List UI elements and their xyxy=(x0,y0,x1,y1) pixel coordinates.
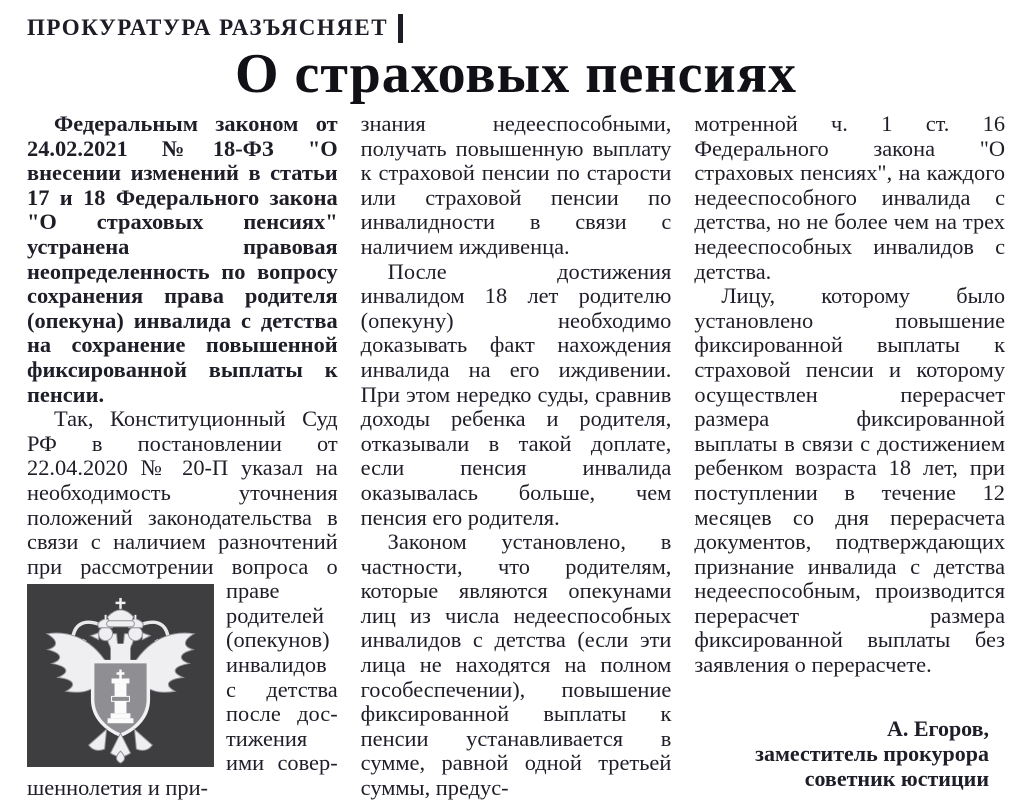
column-3 xyxy=(694,112,1005,801)
kicker-divider-bar xyxy=(398,14,403,43)
paragraph-law: Законом установлено, в частности, что родителям, которые являются опекунами лиц из числа недееспособных инвалидов с детства (если эти лица не находятся на полном гособеспечении), повышение фиксированной выплаты к пенсии устанавливается в сумме, равной одной третьей суммы, предус- xyxy=(360,529,672,801)
paragraph-continuation: знания недееспособными, получать повышенную выплату к страховой пенсии по старости или страховой пенсии по инвалидности в связи с наличием иждивенца. xyxy=(360,111,672,259)
lead-paragraph: Федеральным законом от 24.02.2021 №18-ФЗ "О внесении изменений в статьи 17 и 18 Федерального закона "О страховых пенсиях" устранена правовая неопределенность по вопросу сохранения права родителя (опекуна) инвалида с детства на сохранение повышенной фиксированной выплаты к пенсии. xyxy=(27,111,338,407)
paragraph-age18: После достижения инвалидом 18 лет родителю (опекуну) необходимо доказывать факт нахождения инвалида на его иждивении. При этом нередко суды, сравнив доходы ребенка и родителя, отказывали в такой доплате, если пенсия инвалида оказывалась больше, чем пенсия его родителя. xyxy=(360,258,672,530)
prosecutor-eagle-icon xyxy=(27,584,214,767)
kicker-row xyxy=(27,13,1005,43)
prosecutor-emblem xyxy=(27,584,214,767)
signature-block xyxy=(694,716,1005,791)
article-body xyxy=(27,112,1005,801)
article-title: О страховых пенсиях xyxy=(235,43,797,105)
column-1 xyxy=(27,112,338,801)
paragraph-court-start: Так, Конституционный Суд РФ в постановлении от 22.04.2020 № 20-П указал на необходимость уточнения положений законодательства в связи с наличием разночтений при рассмотрении вопроса о праве xyxy=(27,406,338,604)
signature-name: А. Егоров, xyxy=(886,715,990,741)
signature-position: заместитель прокурора xyxy=(755,740,990,766)
kicker-label: ПРОКУРАТУРА РАЗЪЯСНЯЕТ xyxy=(27,15,389,40)
paragraph-court-wrap: родителей (опекунов) инвалидов с детства после достижения ими совершеннолетия и при- xyxy=(27,602,338,801)
paragraph-law-continuation: мотренной ч. 1 ст. 16 Федерального закона "О страховых пенсиях", на каждого недееспособного инвалида с детства, но не более чем на трех недееспособных инвалидов с детства. xyxy=(694,111,1006,284)
paragraph-recalculation: Лицу, которому было установлено повышение фиксированной выплаты к страховой пенсии и которому осуществлен перерасчет размера фиксированной выплаты в связи с достижением ребенком возраста 18 лет, при поступлении в течение 12 месяцев со дня перерасчета документов, подтверждающих признание инвалида с детства недееспособным, производится перерасчет размера фиксированной выплаты без заявления о перерасчете. xyxy=(694,283,1006,678)
column-2 xyxy=(361,112,672,801)
signature-rank: советник юстиции xyxy=(804,765,990,791)
paragraph-court xyxy=(27,407,338,801)
